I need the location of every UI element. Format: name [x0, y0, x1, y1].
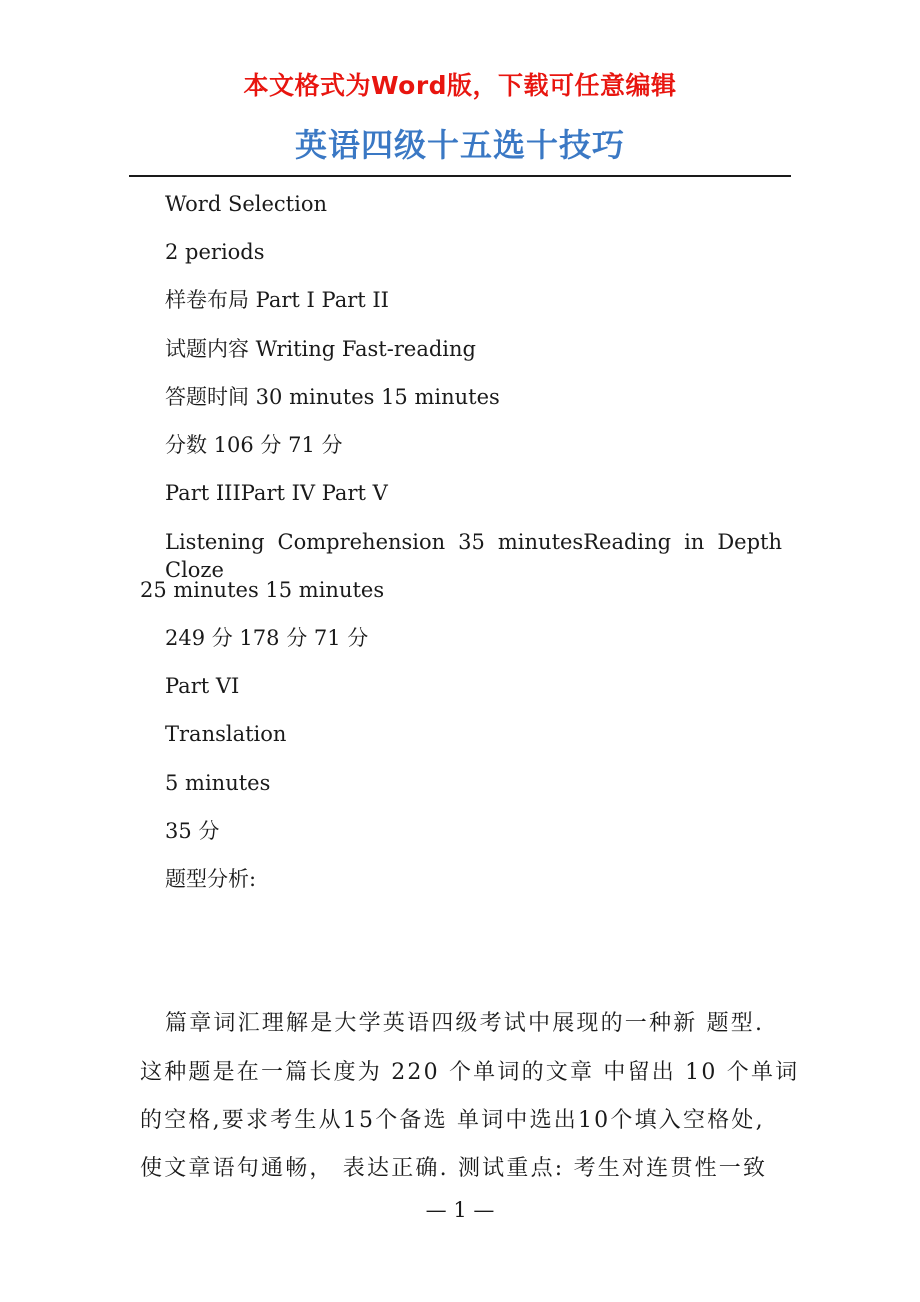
text-line: 题型分析:: [165, 867, 257, 891]
text-line: 2 periods: [165, 240, 265, 264]
text-line: Listening Comprehension 35 minutesReading in Depth Cloze: [165, 530, 782, 582]
page-title: 英语四级十五选十技巧: [294, 126, 625, 164]
text-line: 答题时间 30 minutes 15 minutes: [165, 385, 500, 409]
text-line: Part IIIPart IV Part V: [165, 481, 388, 505]
paragraph-line: 这种题是在一篇长度为 220 个单词的文章 中留出 10 个单词: [140, 1060, 800, 1085]
text-line: 249 分 178 分 71 分: [165, 626, 369, 650]
text-line: 试题内容 Writing Fast-reading: [165, 337, 476, 361]
text-line: 5 minutes: [165, 771, 271, 795]
text-line: Part VI: [165, 674, 240, 698]
page-number: — 1 —: [425, 1198, 495, 1222]
title-divider: [129, 175, 791, 177]
text-line: Translation: [165, 722, 287, 746]
text-line: 25 minutes 15 minutes: [140, 578, 385, 602]
paragraph-line: 篇章词汇理解是大学英语四级考试中展现的一种新 题型.: [165, 1011, 765, 1036]
text-line: Word Selection: [165, 192, 328, 216]
paragraph-line: 的空格,要求考生从15个备选 单词中选出10个填入空格处,: [140, 1108, 765, 1133]
text-line: 35 分: [165, 819, 220, 843]
paragraph-line: 使文章语句通畅， 表达正确. 测试重点: 考生对连贯性一致: [140, 1156, 768, 1181]
text-line: 样卷布局 Part I Part II: [165, 288, 389, 312]
text-line: 分数 106 分 71 分: [165, 433, 343, 457]
format-banner: 本文格式为Word版，下载可任意编辑: [243, 71, 677, 100]
